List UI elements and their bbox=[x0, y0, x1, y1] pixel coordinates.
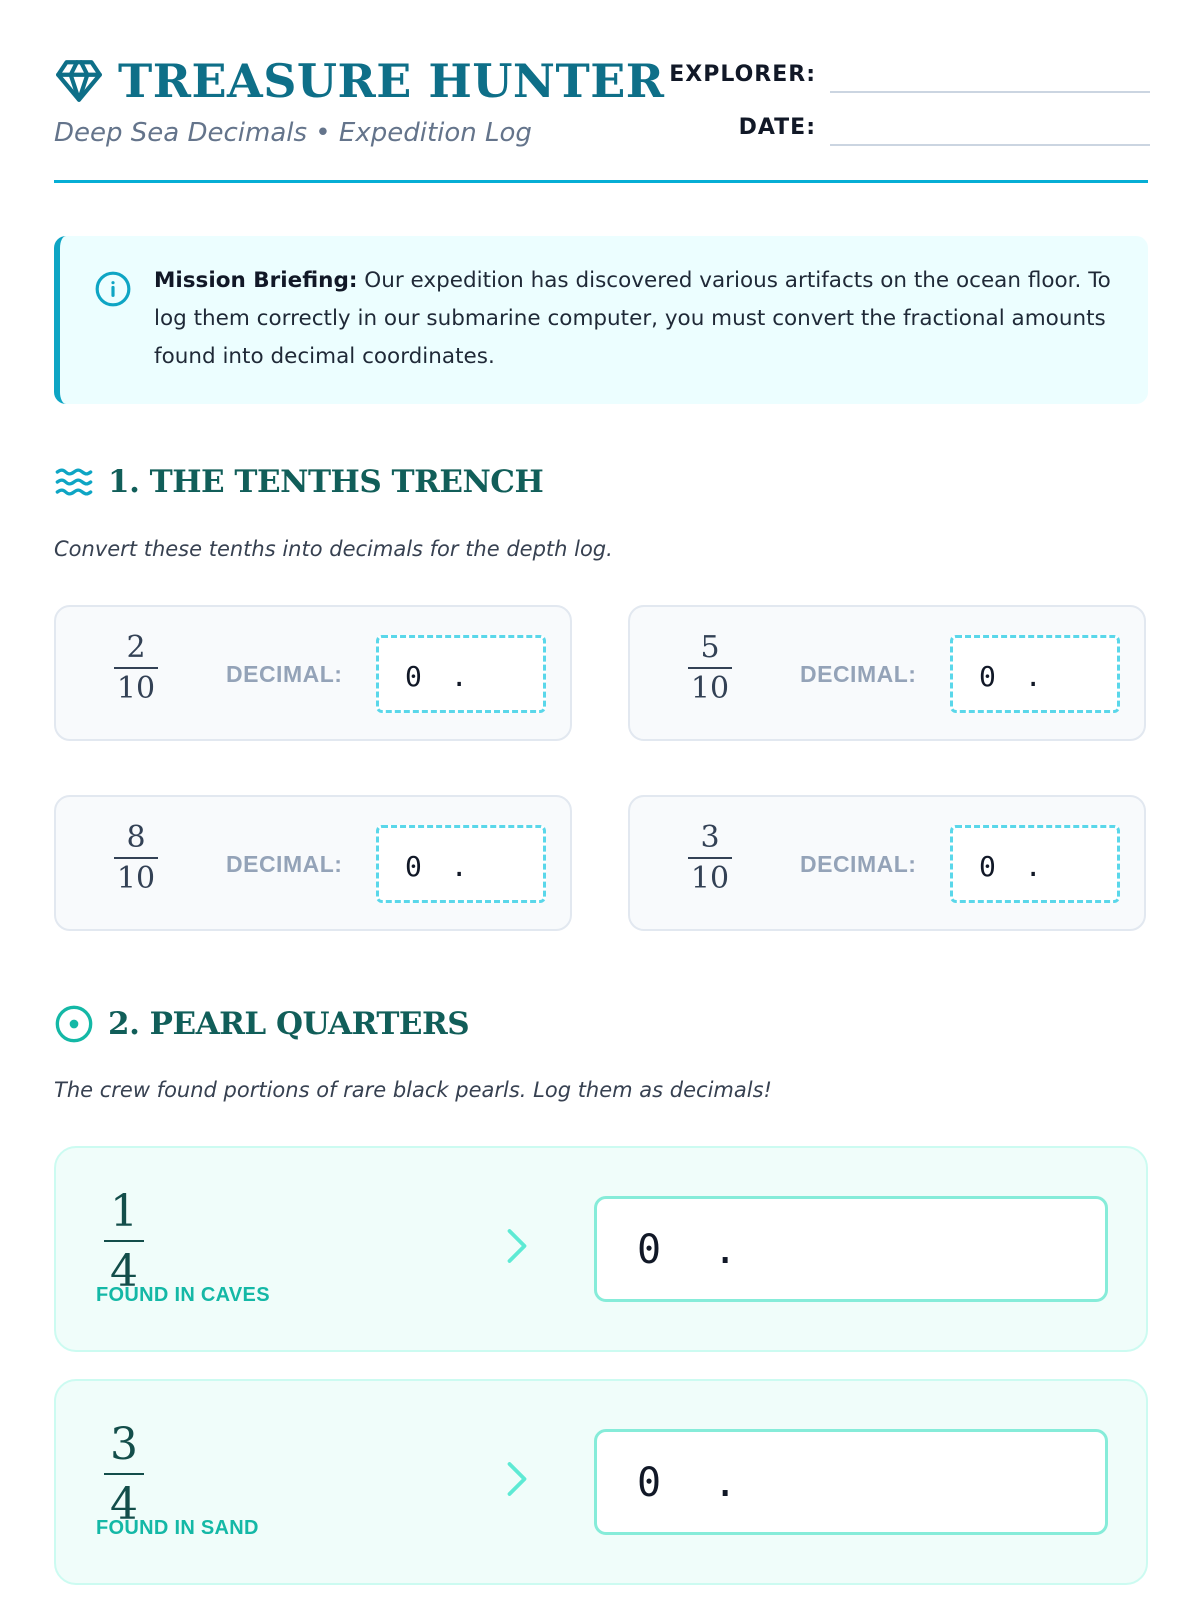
pearl-caption: FOUND IN SAND bbox=[96, 1517, 259, 1539]
fraction bbox=[114, 630, 158, 706]
worksheet-header bbox=[54, 0, 1148, 184]
section-1-description: Convert these tenths into decimals for the depth log. bbox=[54, 537, 613, 561]
decimal-prefill: 0 . bbox=[405, 660, 474, 693]
decimal-answer-box[interactable] bbox=[376, 635, 546, 713]
waves-icon bbox=[54, 462, 94, 502]
tenths-card bbox=[628, 795, 1146, 931]
decimal-label: DECIMAL: bbox=[226, 661, 343, 687]
decimal-prefill: 0 . bbox=[405, 850, 474, 883]
decimal-answer-box[interactable] bbox=[950, 825, 1120, 903]
section-2-description: The crew found portions of rare black pearls. Log them as decimals! bbox=[54, 1078, 772, 1102]
fraction-denominator: 10 bbox=[690, 671, 730, 706]
date-input-line[interactable] bbox=[830, 144, 1150, 146]
info-icon bbox=[94, 270, 132, 308]
decimal-answer-box[interactable] bbox=[950, 635, 1120, 713]
tenths-card bbox=[54, 795, 572, 931]
decimal-answer-box[interactable] bbox=[376, 825, 546, 903]
fraction-numerator: 1 bbox=[110, 1186, 138, 1237]
fraction-numerator: 3 bbox=[110, 1419, 138, 1470]
tenths-card bbox=[628, 605, 1146, 741]
fraction-numerator: 8 bbox=[126, 820, 146, 855]
gem-icon bbox=[54, 56, 104, 106]
briefing-text bbox=[154, 262, 1124, 376]
decimal-prefill: 0 . bbox=[637, 1227, 752, 1273]
fraction-denominator: 10 bbox=[116, 671, 156, 706]
pearl-decimal-input[interactable] bbox=[594, 1196, 1108, 1302]
section-1-heading bbox=[54, 462, 543, 502]
pearl-card bbox=[54, 1379, 1148, 1585]
briefing-body: Our expedition has discovered various artifacts on the ocean floor. To log them correctly in our submarine computer, you must convert the fractional amounts found into decimal coordinates. bbox=[154, 268, 1111, 369]
explorer-label: EXPLORER: bbox=[669, 62, 816, 87]
briefing-lead: Mission Briefing: bbox=[154, 268, 358, 293]
fraction bbox=[114, 820, 158, 896]
chevron-right-icon bbox=[502, 1226, 532, 1266]
section-2-title: 2. PEARL QUARTERS bbox=[108, 1006, 470, 1042]
decimal-prefill: 0 . bbox=[979, 850, 1048, 883]
page-subtitle: Deep Sea Decimals • Expedition Log bbox=[54, 118, 532, 148]
explorer-field bbox=[656, 62, 1150, 87]
title-row bbox=[54, 56, 665, 106]
fraction-numerator: 5 bbox=[700, 630, 720, 665]
explorer-input-line[interactable] bbox=[830, 91, 1150, 93]
decimal-label: DECIMAL: bbox=[226, 851, 343, 877]
decimal-prefill: 0 . bbox=[637, 1460, 752, 1506]
page-title: TREASURE HUNTER bbox=[118, 54, 665, 108]
decimal-prefill: 0 . bbox=[979, 660, 1048, 693]
fraction-denominator: 10 bbox=[116, 861, 156, 896]
header-divider bbox=[54, 180, 1148, 183]
date-label: DATE: bbox=[738, 115, 816, 140]
tenths-card bbox=[54, 605, 572, 741]
pearl-card bbox=[54, 1146, 1148, 1352]
fraction bbox=[688, 630, 732, 706]
fraction bbox=[104, 1419, 144, 1530]
fraction bbox=[688, 820, 732, 896]
pearl-caption: FOUND IN CAVES bbox=[96, 1284, 270, 1306]
decimal-label: DECIMAL: bbox=[800, 661, 917, 687]
pearl-decimal-input[interactable] bbox=[594, 1429, 1108, 1535]
circle-dot-icon bbox=[54, 1004, 94, 1044]
fraction-denominator: 4 bbox=[110, 1479, 138, 1530]
fraction-numerator: 3 bbox=[700, 820, 720, 855]
fraction-denominator: 4 bbox=[110, 1246, 138, 1297]
fraction-denominator: 10 bbox=[690, 861, 730, 896]
date-field bbox=[656, 115, 1150, 140]
fraction bbox=[104, 1186, 144, 1297]
section-1-title: 1. THE TENTHS TRENCH bbox=[108, 464, 544, 500]
section-2-heading bbox=[54, 1004, 469, 1044]
fraction-numerator: 2 bbox=[126, 630, 146, 665]
mission-briefing bbox=[54, 236, 1148, 404]
chevron-right-icon bbox=[502, 1459, 532, 1499]
decimal-label: DECIMAL: bbox=[800, 851, 917, 877]
